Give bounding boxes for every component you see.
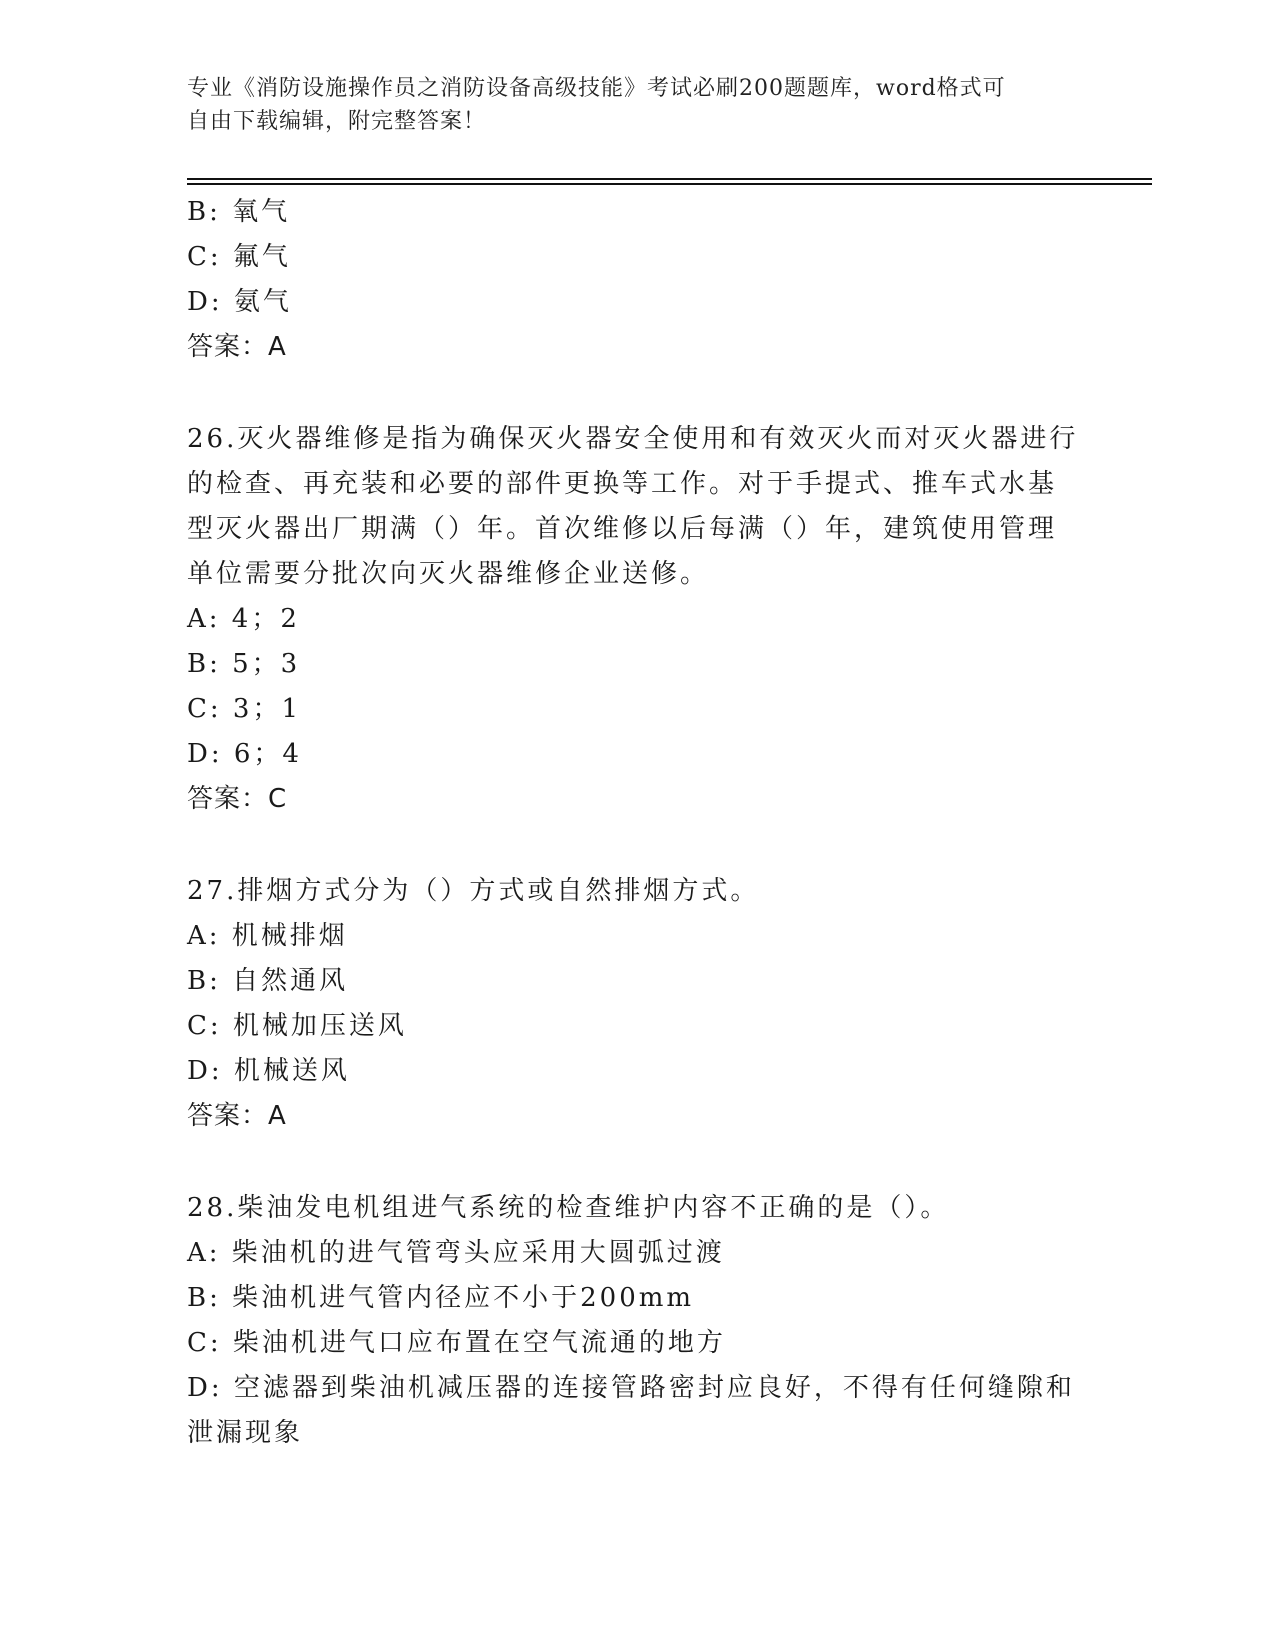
option-c: C: 机械加压送风 (187, 1011, 407, 1041)
option-a: A: 4；2 (187, 604, 300, 634)
option-d: D: 氨气 (187, 287, 292, 317)
option-c: C: 氟气 (187, 242, 291, 272)
question-25-tail (187, 190, 1077, 370)
header-divider-bottom (187, 183, 1152, 185)
option-d: D: 6；4 (187, 739, 302, 769)
answer-line: 答案：A (187, 332, 287, 362)
option-a: A: 机械排烟 (187, 921, 348, 951)
document-header (187, 72, 1087, 138)
question-27 (187, 869, 1077, 1139)
header-line-2: 自由下载编辑，附完整答案！ (187, 109, 487, 134)
spacer (187, 370, 1077, 417)
question-stem-line: 型灭火器出厂期满（）年。首次维修以后每满（）年，建筑使用管理 (187, 514, 1058, 544)
option-a: A: 柴油机的进气管弯头应采用大圆弧过渡 (187, 1238, 725, 1268)
question-stem-line: 26.灭火器维修是指为确保灭火器安全使用和有效灭火而对灭火器进行 (187, 424, 1079, 454)
spacer (187, 1139, 1077, 1186)
question-stem-line: 27.排烟方式分为（）方式或自然排烟方式。 (187, 876, 760, 906)
option-c: C: 柴油机进气口应布置在空气流通的地方 (187, 1328, 726, 1358)
question-stem-line: 的检查、再充装和必要的部件更换等工作。对于手提式、推车式水基 (187, 469, 1058, 499)
answer-line: 答案：C (187, 784, 288, 814)
spacer (187, 822, 1077, 869)
option-b: B: 柴油机进气管内径应不小于200mm (187, 1283, 695, 1313)
header-line-1: 专业《消防设施操作员之消防设备高级技能》考试必刷200题题库，word格式可 (187, 76, 1006, 101)
question-list (187, 190, 1077, 1456)
question-stem-line: 单位需要分批次向灭火器维修企业送修。 (187, 559, 710, 589)
option-b: B: 自然通风 (187, 966, 349, 996)
option-b: B: 5；3 (187, 649, 301, 679)
option-b: B: 氧气 (187, 197, 291, 227)
question-stem-line: 28.柴油发电机组进气系统的检查维护内容不正确的是（）。 (187, 1193, 950, 1223)
option-c: C: 3；1 (187, 694, 302, 724)
option-d: D: 空滤器到柴油机减压器的连接管路密封应良好，不得有任何缝隙和 (187, 1373, 1075, 1403)
question-26 (187, 417, 1077, 822)
answer-line: 答案：A (187, 1101, 287, 1131)
option-d: D: 机械送风 (187, 1056, 350, 1086)
option-d-continuation: 泄漏现象 (187, 1418, 304, 1448)
header-divider-top (187, 178, 1152, 180)
question-28 (187, 1186, 1077, 1456)
